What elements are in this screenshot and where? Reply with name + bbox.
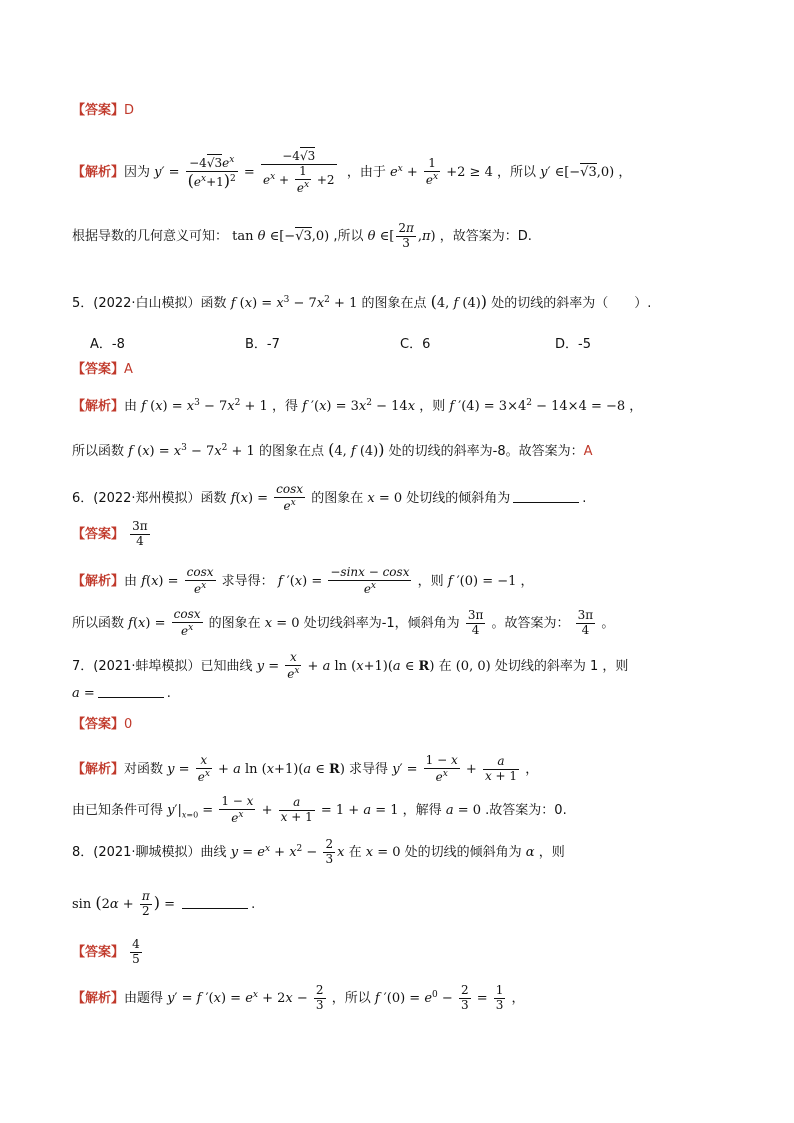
answer-label: 【答案】 — [72, 103, 125, 118]
q7-answer: 【答案】0 — [72, 717, 133, 732]
fill-blank[interactable] — [513, 502, 579, 503]
option-d[interactable]: D．-5 — [555, 337, 591, 352]
fill-blank[interactable] — [182, 908, 248, 909]
fraction: $\frac{-4√3e^x}{(e^x+1)^2}$ — [187, 155, 236, 190]
q4-analysis-line1: 【解析】因为 y′ = $\frac{-4√3e^x}{(e^x+1)^2}$ = −4√3 $e^x$ + $\frac{1}{e^x}$ +2 ，由于 $e^x$ + $\frac{1}{e^x}$ +2 ≥ 4 ，所以 y′ ∈[−√3,0) ， — [72, 149, 632, 195]
q8-answer: 【答案】 $\frac{4}{5}$ — [72, 937, 140, 966]
q7-analysis-line2: 由已知条件可得 $y'|_{x=0}$ = $\frac{1 - x}{e^x}$ + $\frac{a}{x + 1}$ = 1 + a = 1 ，解得 a = 0 .故答案为：0. — [72, 794, 567, 825]
fill-blank[interactable] — [98, 697, 164, 698]
q8-analysis-line1: 【解析】由题得 y′ = f $'(x) = e^x + 2x$ − $\frac{2}{3}$ ，所以 f $'(0) = e^0$ − $\frac{2}{3}$ = $\frac{1}{3}$ ， — [72, 983, 525, 1012]
q8-stem: 8．(2021·聊城模拟）曲线 $y = e^x + x^2$ − $\frac{2}{3}$ x 在 x = 0 处的切线的倾斜角为 α ，则 — [72, 837, 565, 866]
q7-analysis-line1: 【解析】对函数 y = $\frac{x}{e^x}$ + a ln (x+1)(a ∈ R) 求导得 y′ = $\frac{1 - x}{e^x}$ + $\frac{a}{x + 1}$ ， — [72, 753, 539, 784]
fraction: −4√3 $e^x$ + $\frac{1}{e^x}$ +2 — [262, 149, 335, 195]
q5-analysis-line2: 所以函数 f $(x) = x^3 - 7x^2 + 1$ 的图象在点 (4, f (4)) 处的切线的斜率为-8。故答案为：A — [72, 440, 593, 459]
q6-answer: 【答案】 $\frac{3\pi}{4}$ — [72, 519, 148, 548]
q6-analysis-line2: 所以函数 f(x) = $\frac{\cos x}{e^x}$ 的图象在 x = 0 处切线斜率为-1，倾斜角为 $\frac{3\pi}{4}$ 。故答案为： $\frac{3\pi}{4}$ 。 — [72, 607, 615, 638]
q8-stem-line2: sin (2α + $\frac{\pi}{2}$ ) = . — [72, 889, 256, 918]
option-a[interactable]: A．-8 — [90, 337, 125, 352]
fraction: $\frac{4}{5}$ — [132, 937, 140, 966]
q7-stem-line2: a = . — [72, 686, 171, 701]
q6-analysis-line1: 【解析】由 f(x) = $\frac{\cos x}{e^x}$ 求导得： f ′(x) = $\frac{-\sin x - \cos x}{e^x}$ ，则 f ′(0) = −1 ， — [72, 565, 534, 596]
q5-analysis-line1: 【解析】由 f $(x) = x^3 - 7x^2 + 1$ ，得 f $'(x) = 3x^2 - 14x$ ，则 f $'(4) = 3\times 4^2 - 14\times 4 = -8$ ， — [72, 398, 643, 414]
analysis-label: 【解析】 — [72, 165, 125, 181]
option-c[interactable]: C．6 — [400, 337, 431, 352]
q6-stem: 6．(2022·郑州模拟）函数 f(x) = $\frac{\cos x}{e^x}$ 的图象在 x = 0 处切线的倾斜角为 . — [72, 482, 587, 513]
q4-analysis-line2: 根据导数的几何意义可知： tan θ ∈[−√3,0) ,所以 θ ∈[ $\frac{2\pi}{3}$ ,π) ，故答案为：D. — [72, 221, 532, 250]
q4-answer — [72, 104, 734, 117]
q5-answer: 【答案】A — [72, 362, 133, 377]
q7-stem: 7．(2021·蚌埠模拟）已知曲线 y = $\frac{x}{e^x}$ + a ln (x+1)(a ∈ R) 在 (0, 0) 处切线的斜率为 1 ，则 — [72, 650, 629, 681]
fraction: $\frac{3\pi}{4}$ — [132, 519, 148, 548]
q5-stem: 5．(2022·白山模拟）函数 f $(x) = x^3 - 7x^2 + 1$ 的图象在点 (4, f (4)) 处的切线的斜率为（ ）. — [72, 292, 652, 311]
option-b[interactable]: B．-7 — [245, 337, 280, 352]
answer-value: D — [124, 103, 135, 118]
